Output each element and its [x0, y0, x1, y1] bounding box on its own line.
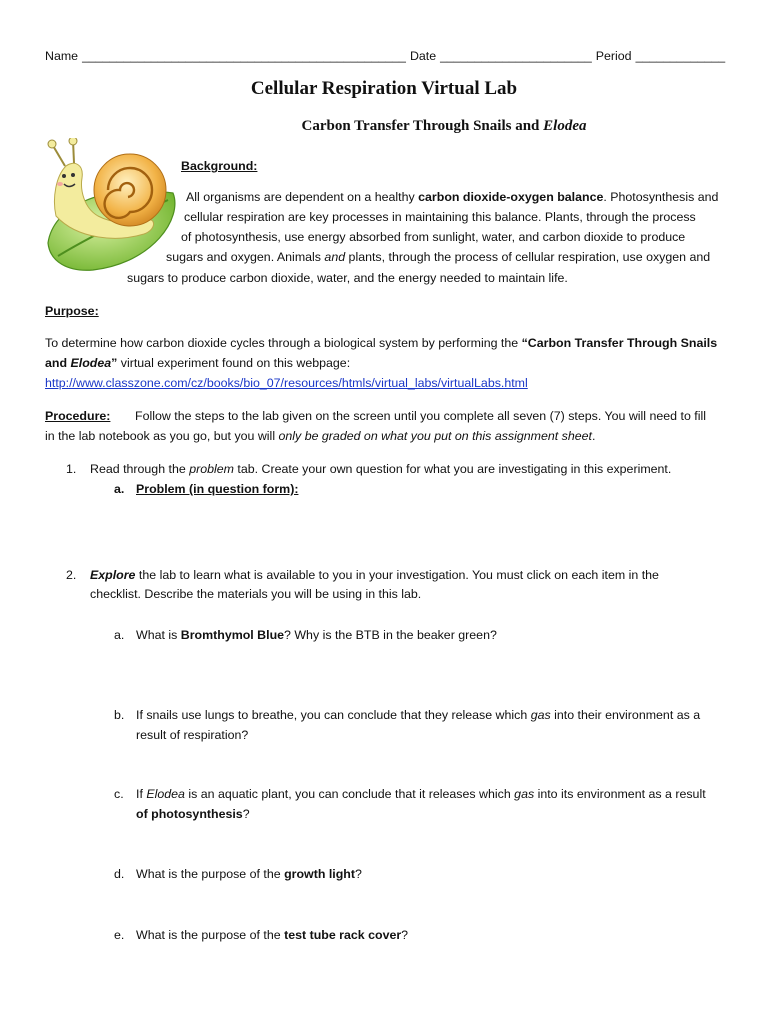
subtitle-italic: Elodea — [543, 118, 587, 134]
text-run: tab. Create your own question for what you are investigating in this experiment. — [233, 462, 672, 476]
step-2-line-2: checklist. Describe the materials you will be using in this lab. — [90, 587, 422, 601]
step-2b-answer-area[interactable] — [136, 746, 716, 776]
period-label: Period — [595, 49, 632, 63]
step-2d-label: d. — [114, 867, 125, 881]
text-run: . — [591, 429, 596, 443]
text-run: All organisms are dependent on a healthy — [186, 190, 419, 204]
bold-term: of photosynthesis — [136, 807, 243, 821]
italic-term: Elodea — [70, 356, 112, 370]
bold-term: growth light — [284, 867, 355, 881]
subtitle-main: Carbon Transfer Through Snails and — [301, 118, 540, 134]
text-run: plants, through the process of cellular respiration, use oxygen and — [345, 250, 711, 264]
step-2c-answer-area[interactable] — [136, 825, 716, 860]
text-run: To determine how carbon dioxide cycles through a biological system by performing the — [45, 336, 522, 350]
text-run: ? — [354, 867, 362, 881]
step-2d-answer-area[interactable] — [136, 885, 716, 920]
date-label: Date — [409, 49, 437, 63]
text-run: in the lab notebook as you go, but you will — [45, 429, 279, 443]
bold-term: and — [45, 356, 71, 370]
purpose-line-2 — [45, 353, 350, 373]
step-2e-label: e. — [114, 928, 125, 942]
step-2a-text — [136, 625, 497, 645]
page-subtitle — [0, 118, 768, 135]
italic-term: only be graded on what you put on this assignment sheet — [278, 429, 592, 443]
text-run: virtual experiment found on this webpage: — [117, 356, 351, 370]
step-2d-text — [136, 864, 362, 884]
text-run: What is the purpose of the — [136, 928, 285, 942]
text-run: ? — [401, 928, 409, 942]
text-run: ? Why is the BTB in the beaker green? — [284, 628, 497, 642]
step-1-number: 1. — [66, 462, 77, 476]
purpose-line-1 — [45, 333, 717, 353]
background-heading: Background: — [181, 159, 258, 173]
italic-term: gas — [514, 787, 535, 801]
italic-term: gas — [530, 708, 551, 722]
text-run: Read through the — [90, 462, 190, 476]
italic-term: Elodea — [146, 787, 185, 801]
bold-term: “Carbon Transfer Through Snails — [521, 336, 718, 350]
text-run: . Photosynthesis and — [603, 190, 719, 204]
page-title: Cellular Respiration Virtual Lab — [250, 78, 518, 99]
step-2c-label: c. — [114, 787, 124, 801]
procedure-line-1 — [45, 406, 110, 426]
purpose-link-line — [45, 373, 528, 393]
step-1a-label: a. — [114, 482, 125, 496]
step-2a-label: a. — [114, 628, 125, 642]
virtual-lab-link[interactable]: http://www.classzone.com/cz/books/bio_07/resources/htmls/virtual_labs/virtualLabs.html — [45, 376, 528, 390]
text-run: into its environment as a result — [534, 787, 706, 801]
text-run: the lab to learn what is available to you in your investigation. You must click on each item in the — [135, 568, 659, 582]
name-label: Name — [45, 49, 79, 63]
bold-term: Bromthymol Blue — [180, 628, 285, 642]
italic-term: Explore — [90, 568, 136, 582]
italic-term: and — [324, 250, 346, 264]
step-2e-text — [136, 925, 408, 945]
student-info-line — [45, 46, 735, 66]
background-line-4 — [166, 247, 710, 267]
italic-term: problem — [189, 462, 234, 476]
text-run: is an aquatic plant, you can conclude that it releases which — [184, 787, 515, 801]
background-line-3: of photosynthesis, use energy absorbed from sunlight, water, and carbon dioxide to produce — [181, 230, 686, 244]
background-line-1 — [186, 187, 718, 207]
background-line-5: sugars to produce carbon dioxide, water, and the energy needed to maintain life. — [127, 271, 568, 285]
step-2c-line-2 — [136, 804, 250, 824]
period-field[interactable]: _____________ — [635, 49, 726, 63]
text-run: ? — [242, 807, 250, 821]
step-2a-answer-area[interactable] — [136, 646, 716, 696]
bold-term: test tube rack cover — [284, 928, 402, 942]
name-field[interactable]: _______________________________________________ — [82, 49, 406, 63]
step-2-number: 2. — [66, 568, 77, 582]
step-2b-line-1 — [136, 705, 700, 725]
procedure-text-1: Follow the steps to the lab given on the screen until you complete all seven (7) steps. You will need to fill — [135, 409, 706, 423]
text-run: What is the purpose of the — [136, 867, 285, 881]
bold-term: ” — [111, 356, 118, 370]
text-run: into their environment as a — [550, 708, 701, 722]
step-2e-answer-area[interactable] — [136, 946, 716, 1006]
step-1a-answer-area[interactable] — [136, 500, 716, 555]
step-1a-text: Problem (in question form): — [136, 482, 299, 496]
text-run: What is — [136, 628, 181, 642]
text-run: If snails use lungs to breathe, you can conclude that they release which — [136, 708, 531, 722]
procedure-heading: Procedure: — [45, 409, 111, 423]
date-field[interactable]: ______________________ — [440, 49, 592, 63]
step-2-line-1 — [90, 565, 659, 585]
text-run: If — [136, 787, 147, 801]
step-2b-label: b. — [114, 708, 125, 722]
text-run: sugars and oxygen. Animals — [166, 250, 325, 264]
purpose-heading: Purpose: — [45, 304, 99, 318]
bold-term: carbon dioxide-oxygen balance — [418, 190, 604, 204]
procedure-line-2 — [45, 426, 595, 446]
step-2b-line-2: result of respiration? — [136, 728, 249, 742]
background-line-2: cellular respiration are key processes in maintaining this balance. Plants, through the process — [184, 210, 696, 224]
step-1-text — [90, 459, 671, 479]
step-2c-line-1 — [136, 784, 706, 804]
